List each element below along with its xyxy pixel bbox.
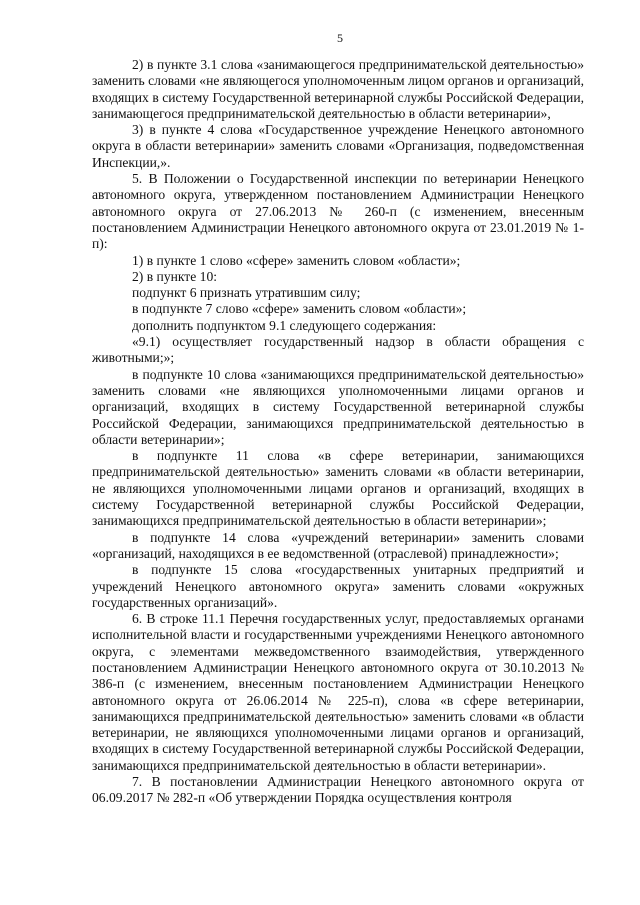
subitem-11: в подпункте 11 слова «в сфере ветеринарии, занимающихся предпринимательской деятельностью» заменить словами «в области ветеринарии, не являющихся уполномоченными лицами органов и организаций, входящих в систему Государственной ветеринарной службы Российской Федерации, занимающихся предпринимательской деятельностью в области ветеринарии»; xyxy=(92,448,584,529)
section-5-item-2: 2) в пункте 10: xyxy=(132,268,218,284)
page-number: 5 xyxy=(337,31,343,45)
subitem-15: в подпункте 15 слова «государственных унитарных предприятий и учреждений Ненецкого автономного округа» заменить словами «окружных государственных организаций». xyxy=(92,562,584,610)
subitem-14: в подпункте 14 слова «учреждений ветеринарии» заменить словами «организаций, находящихся в ее ведомственной (отраслевой) принадлежности»; xyxy=(92,529,584,561)
paragraph-3-1-amendment: 2) в пункте 3.1 слова «занимающегося предпринимательской деятельностью» заменить словами «не являющегося уполномоченным лицом органов и организаций, входящих в систему Государственной ветеринарной службы Российской Федерации, занимающегося предпринимательской деятельностью в области ветеринарии», xyxy=(92,57,584,121)
section-5-heading: 5. В Положении о Государственной инспекции по ветеринарии Ненецкого автономного округа, утвержденном постановлением Администрации Ненецкого автономного округа от 27.06.2013 № 260-п (с изменением, внесенным постановлением Администрации Ненецкого автономного округа от 23.01.2019 № 1-п): xyxy=(92,171,584,252)
subitem-10: в подпункте 10 слова «занимающихся предпринимательской деятельностью» заменить словами «не являющихся уполномоченными лицами органов и организаций, входящих в систему Государственной ветеринарной службы Российской Федерации, занимающихся предпринимательской деятельностью в области ветеринарии»; xyxy=(92,366,584,447)
section-6: 6. В строке 11.1 Перечня государственных услуг, предоставляемых органами исполнительной власти и государственными учреждениями Ненецкого автономного округа, с элементами межведомственного взаимодействия, утвержденного постановлением Администрации Ненецкого автономного округа от 30.10.2013 № 386-п (с изменением, внесенным постановлением Администрации Ненецкого автономного округа от 26.06.2014 № 225-п), слова «в сфере ветеринарии, занимающихся предпринимательской деятельностью» заменить словами «в области ветеринарии, не являющихся уполномоченными лицами органов и организаций, входящих в систему Государственной ветеринарной службы Российской Федерации, занимающихся предпринимательской деятельностью в области ветеринарии». xyxy=(92,611,584,773)
subitem-6: подпункт 6 признать утратившим силу; xyxy=(132,285,361,301)
subitem-9-1-intro: дополнить подпунктом 9.1 следующего содержания: xyxy=(132,317,437,333)
section-5-item-1: 1) в пункте 1 слово «сфере» заменить словом «области»; xyxy=(132,252,461,268)
subitem-9-1-text: «9.1) осуществляет государственный надзор в области обращения с животными;»; xyxy=(92,334,584,366)
paragraph-4-amendment: 3) в пункте 4 слова «Государственное учреждение Ненецкого автономного округа в области ветеринарии» заменить словами «Организация, подведомственная Инспекции,». xyxy=(92,122,584,170)
subitem-7: в подпункте 7 слово «сфере» заменить словом «области»; xyxy=(132,301,467,317)
document-body xyxy=(92,57,584,807)
section-7: 7. В постановлении Администрации Ненецкого автономного округа от 06.09.2017 № 282-п «Об утверждении Порядка осуществления контроля xyxy=(92,774,584,806)
